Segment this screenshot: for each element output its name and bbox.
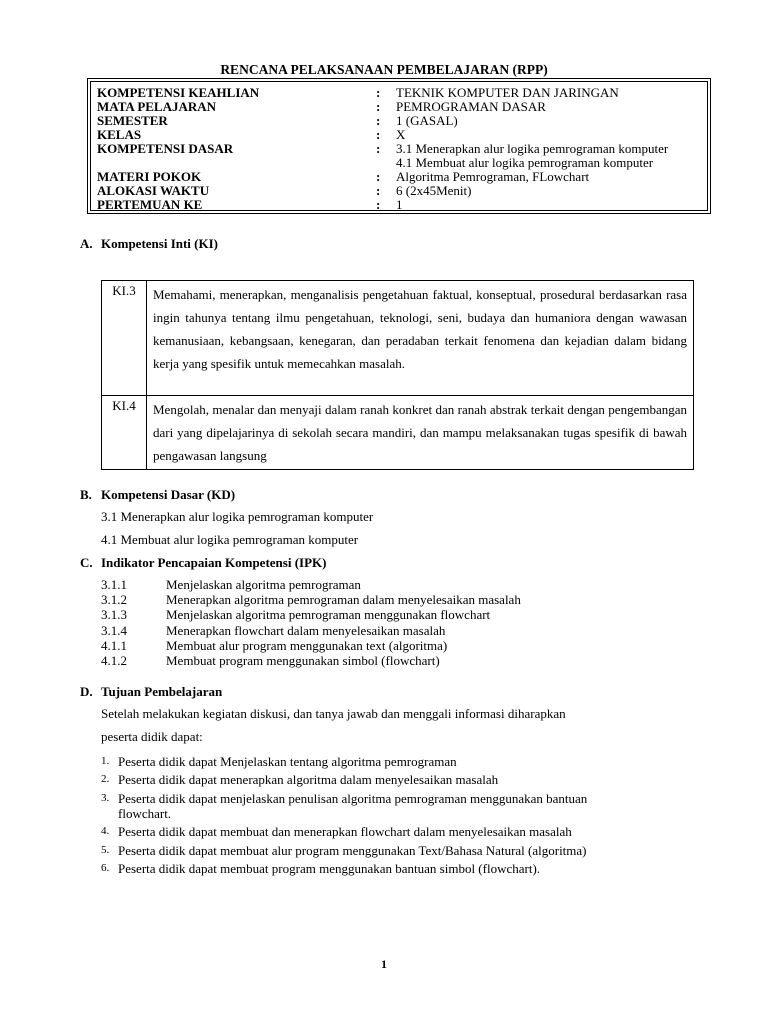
header-colon: :: [376, 183, 381, 198]
ipk-text: Membuat program menggunakan simbol (flowchart): [166, 653, 440, 668]
header-value: 3.1 Menerapkan alur logika pemrograman komputer: [396, 141, 669, 156]
ki-text: Mengolah, menalar dan menyaji dalam ranah konkret dan ranah abstrak terkait dengan pengembangan dari yang dipelajarinya di sekolah secara mandiri, dan mampu melaksanakan tugas spesifik di bawah pengawasan langsung: [147, 396, 694, 470]
header-label: MATA PELAJARAN: [97, 99, 217, 114]
header-colon: :: [376, 113, 381, 128]
tujuan-text-cont: flowchart.: [118, 806, 172, 821]
header-label: KOMPETENSI KEAHLIAN: [97, 85, 260, 100]
header-value: 4.1 Membuat alur logika pemrograman komputer: [396, 155, 654, 170]
header-colon: :: [376, 169, 381, 184]
header-colon: :: [376, 85, 381, 100]
header-label: ALOKASI WAKTU: [97, 183, 210, 198]
ki-row-4: [102, 396, 694, 470]
kd-item: 4.1 Membuat alur logika pemrograman komputer: [101, 532, 359, 547]
header-value: Algoritma Pemrograman, FLowchart: [396, 169, 590, 184]
tujuan-intro: Setelah melakukan kegiatan diskusi, dan tanya jawab dan menggali informasi diharapkan: [101, 706, 566, 721]
tujuan-text: Peserta didik dapat menjelaskan penulisan algoritma pemrograman menggunakan bantuan: [118, 791, 588, 806]
header-colon: :: [376, 141, 381, 156]
ipk-code: 3.1.3: [101, 607, 127, 622]
tujuan-text: Peserta didik dapat membuat dan menerapkan flowchart dalam menyelesaikan masalah: [118, 824, 572, 839]
section-letter: A.: [80, 236, 93, 251]
section-letter: C.: [80, 555, 93, 570]
ipk-code: 4.1.1: [101, 638, 127, 653]
tujuan-number: 1.: [101, 755, 110, 767]
ipk-code: 3.1.4: [101, 623, 127, 638]
header-label: PERTEMUAN KE: [97, 197, 203, 212]
ipk-text: Membuat alur program menggunakan text (algoritma): [166, 638, 448, 653]
tujuan-text: Peserta didik dapat menerapkan algoritma dalam menyelesaikan masalah: [118, 772, 499, 787]
tujuan-text: Peserta didik dapat membuat alur program menggunakan Text/Bahasa Natural (algoritma): [118, 843, 587, 858]
ipk-code: 3.1.1: [101, 577, 127, 592]
header-value: PEMROGRAMAN DASAR: [396, 99, 546, 114]
section-letter: D.: [80, 684, 93, 699]
header-value: 1 (GASAL): [396, 113, 458, 128]
header-value: 1: [396, 197, 403, 212]
tujuan-text: Peserta didik dapat membuat program menggunakan bantuan simbol (flowchart).: [118, 861, 541, 876]
ipk-code: 4.1.2: [101, 653, 127, 668]
ki-code: KI.3: [102, 281, 147, 396]
section-title: Tujuan Pembelajaran: [101, 684, 223, 699]
tujuan-text: Peserta didik dapat Menjelaskan tentang algoritma pemrograman: [118, 754, 457, 769]
section-letter: B.: [80, 487, 92, 502]
tujuan-number: 2.: [101, 773, 110, 785]
tujuan-number: 5.: [101, 844, 110, 856]
ki-row-3: [102, 281, 694, 396]
tujuan-number: 3.: [101, 792, 110, 804]
header-info-box: [90, 81, 708, 211]
header-value: X: [396, 127, 406, 142]
header-colon: :: [376, 99, 381, 114]
ipk-text: Menerapkan algoritma pemrograman dalam menyelesaikan masalah: [166, 592, 521, 607]
kd-item: 3.1 Menerapkan alur logika pemrograman komputer: [101, 509, 374, 524]
section-title: Kompetensi Dasar (KD): [101, 487, 236, 502]
header-colon: :: [376, 127, 381, 142]
header-value: 6 (2x45Menit): [396, 183, 472, 198]
header-label: MATERI POKOK: [97, 169, 202, 184]
section-title: Kompetensi Inti (KI): [101, 236, 218, 251]
tujuan-number: 4.: [101, 825, 110, 837]
ki-code: KI.4: [102, 396, 147, 470]
tujuan-intro-cont: peserta didik dapat:: [101, 729, 203, 744]
ki-table: [101, 280, 694, 470]
ipk-text: Menjelaskan algoritma pemrograman menggunakan flowchart: [166, 607, 491, 622]
header-label: KELAS: [97, 127, 142, 142]
section-title: Indikator Pencapaian Kompetensi (IPK): [101, 555, 327, 570]
ipk-code: 3.1.2: [101, 592, 127, 607]
header-value: TEKNIK KOMPUTER DAN JARINGAN: [396, 85, 619, 100]
ki-text: Memahami, menerapkan, menganalisis pengetahuan faktual, konseptual, prosedural berdasarkan rasa ingin tahunya tentang ilmu pengetahuan, teknologi, seni, budaya dan humaniora dengan wawasan kemanusiaan, kebangsaan, kenegaran, dan peradaban terkait fenomena dan kejadian dalam bidang kerja yang spesifik untuk memecahkan masalah.: [147, 281, 694, 396]
tujuan-number: 6.: [101, 862, 110, 874]
document-title: RENCANA PELAKSANAAN PEMBELAJARAN (RPP): [220, 62, 548, 77]
header-label: KOMPETENSI DASAR: [97, 141, 234, 156]
header-label: SEMESTER: [97, 113, 168, 128]
header-colon: :: [376, 197, 381, 212]
ipk-text: Menerapkan flowchart dalam menyelesaikan masalah: [166, 623, 446, 638]
page-number: 1: [381, 957, 387, 971]
ipk-text: Menjelaskan algoritma pemrograman: [166, 577, 361, 592]
